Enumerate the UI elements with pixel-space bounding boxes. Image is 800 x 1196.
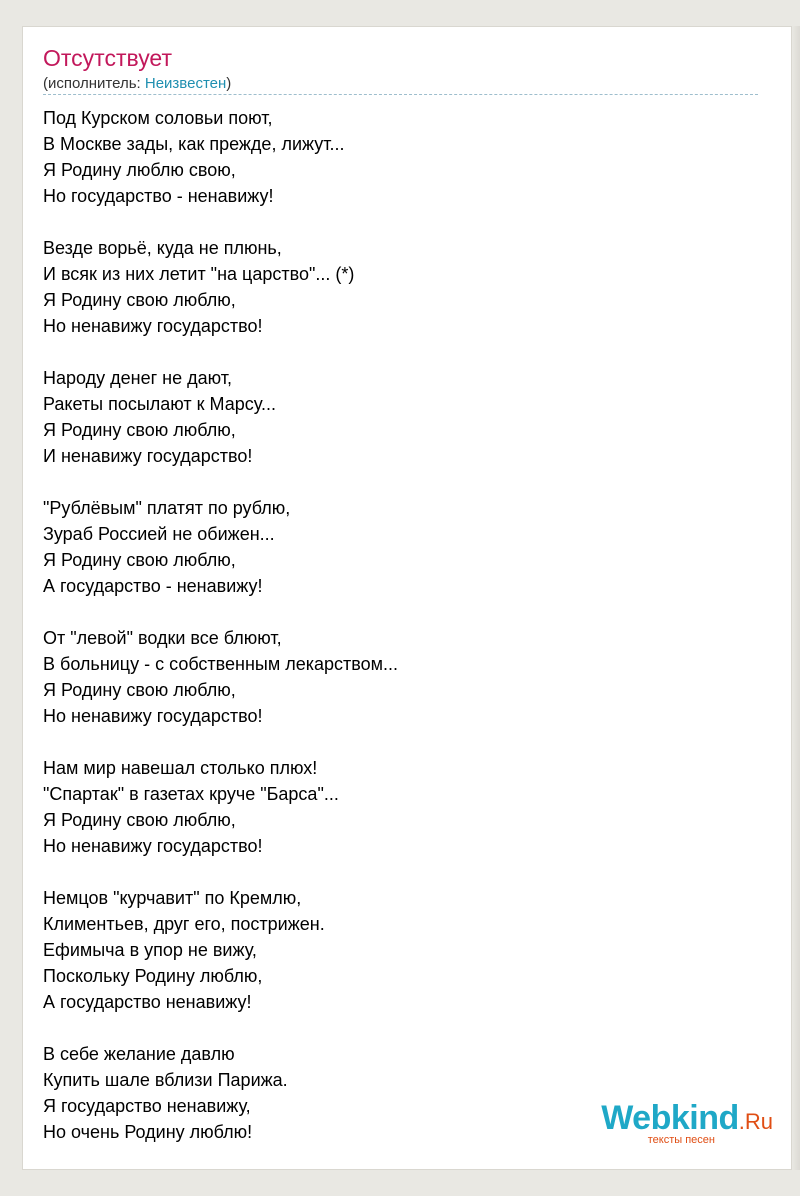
lyric-line: От "левой" водки все блюют, <box>43 628 282 648</box>
song-title: Отсутствует <box>43 45 172 71</box>
lyric-line: Нам мир навешал столько плюх! <box>43 758 318 778</box>
lyric-line: А государство ненавижу! <box>43 992 252 1012</box>
lyric-line: Но государство - ненавижу! <box>43 186 274 206</box>
right-edge-shadow <box>792 26 800 1170</box>
stanza <box>43 625 743 729</box>
lyric-line: Купить шале вблизи Парижа. <box>43 1070 288 1090</box>
lyric-line: Но ненавижу государство! <box>43 836 263 856</box>
lyric-line: "Рублёвым" платят по рублю, <box>43 498 291 518</box>
logo-domain: .Ru <box>738 1109 773 1134</box>
lyric-line: И ненавижу государство! <box>43 446 253 466</box>
lyrics-page <box>22 26 792 1170</box>
lyric-line: В больницу - с собственным лекарством... <box>43 654 399 674</box>
stanza <box>43 105 743 209</box>
logo-tagline: тексты песен <box>647 1134 715 1146</box>
stanza <box>43 885 743 1015</box>
lyric-line: Я Родину свою люблю, <box>43 290 236 310</box>
lyric-line: Ефимыча в упор не вижу, <box>43 940 257 960</box>
lyric-line: И всяк из них летит "на царство"... (*) <box>43 264 355 284</box>
lyric-line: А государство - ненавижу! <box>43 576 263 596</box>
lyric-line: Я Родину свою люблю, <box>43 420 236 440</box>
lyric-line: Но ненавижу государство! <box>43 706 263 726</box>
lyric-line: Но очень Родину люблю! <box>43 1122 253 1142</box>
lyric-line: Ракеты посылают к Марсу... <box>43 394 276 414</box>
lyric-line: Народу денег не дают, <box>43 368 232 388</box>
lyric-line: Я Родину свою люблю, <box>43 680 236 700</box>
lyric-line: Я Родину свою люблю, <box>43 810 236 830</box>
lyric-line: Я Родину люблю свою, <box>43 160 236 180</box>
site-logo[interactable] <box>573 1101 773 1145</box>
lyric-line: Я Родину свою люблю, <box>43 550 236 570</box>
stanza <box>43 755 743 859</box>
lyric-line: Поскольку Родину люблю, <box>43 966 263 986</box>
lyric-line: Но ненавижу государство! <box>43 316 263 336</box>
header-divider <box>43 94 758 95</box>
artist-prefix: (исполнитель: <box>43 75 145 92</box>
lyric-line: Зураб Россией не обижен... <box>43 524 275 544</box>
stanza <box>43 365 743 469</box>
stanza <box>43 495 743 599</box>
lyrics-text <box>43 105 743 1171</box>
lyric-line: В себе желание давлю <box>43 1044 235 1064</box>
logo-word: Webkind <box>601 1099 739 1137</box>
artist-suffix: ) <box>226 75 232 92</box>
lyric-line: Климентьев, друг его, пострижен. <box>43 914 325 934</box>
lyric-line: "Спартак" в газетах круче "Барса"... <box>43 784 339 804</box>
lyric-line: Везде ворьё, куда не плюнь, <box>43 238 282 258</box>
song-header <box>43 45 758 93</box>
artist-link[interactable]: Неизвестен <box>144 75 227 92</box>
lyric-line: Я государство ненавижу, <box>43 1096 251 1116</box>
stanza <box>43 235 743 339</box>
lyric-line: В Москве зады, как прежде, лижут... <box>43 134 345 154</box>
lyric-line: Немцов "курчавит" по Кремлю, <box>43 888 302 908</box>
lyric-line: Под Курском соловьи поют, <box>43 108 273 128</box>
artist-line <box>43 74 758 93</box>
